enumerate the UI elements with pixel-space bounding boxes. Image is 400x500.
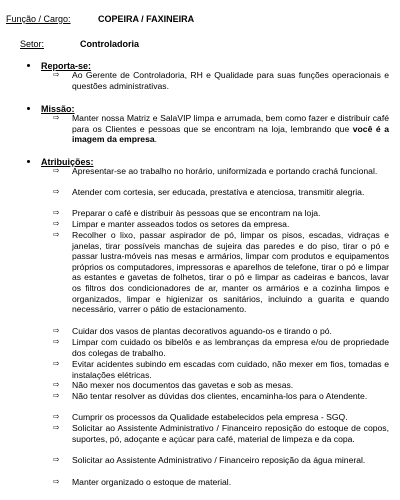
bullet-icon <box>27 160 30 163</box>
arrow-right-icon: ⇨ <box>53 219 60 228</box>
list-item: ⇨ Limpar com cuidado os bibelôs e as lembranças da empresa e/ou de propriedade dos colegas de trabalho. <box>53 337 389 358</box>
arrow-right-icon: ⇨ <box>53 230 60 239</box>
list-item: ⇨ Manter nossa Matriz e SalaVIP limpa e arrumada, bem como fazer e distribuir café para os Clientes e pessoas que se encontram na loja, lembrando que você é a imagem da empresa. <box>53 113 389 145</box>
setor-label: Setor: <box>20 39 45 49</box>
arrow-right-icon: ⇨ <box>53 391 60 400</box>
section-reporta-se-title: Reporta-se: <box>27 61 91 72</box>
list-item: ⇨ Recolher o lixo, passar aspirador de pó, limpar os pisos, escadas, vidraças e janelas, tirar possíveis manchas de sujeira das paredes e do piso, tirar o pó e passar lustra-móveis nas mesas e armários, limpar com produtos e equipamentos próprios os computadores, impressoras e aparelhos de telefone, tirar o pó e limpar as estantes e gavetas de folhetos, tirar o pó e limpar as cadeiras e bancos, lavar os filtros dos condicionadores de ar, manter os armários e a cozinha limpos e organizados, limpar e higienizar os sanitários, incluindo a guarita e quando necessário, varrer o pátio de estacionamento. <box>53 230 389 315</box>
arrow-right-icon: ⇨ <box>53 113 60 122</box>
arrow-right-icon: ⇨ <box>53 326 60 335</box>
arrow-right-icon: ⇨ <box>53 380 60 389</box>
arrow-right-icon: ⇨ <box>53 412 60 421</box>
list-item: ⇨ Não mexer nos documentos das gavetas e sob as mesas. <box>53 380 294 390</box>
list-item: ⇨ Preparar o café e distribuir às pessoas que se encontram na loja. <box>53 208 321 218</box>
bullet-icon <box>27 107 30 110</box>
list-item: ⇨ Cuidar dos vasos de plantas decorativos aguando-os e tirando o pó. <box>53 326 332 336</box>
list-item: ⇨ Solicitar ao Assistente Administrativo / Financeiro reposição da água mineral. <box>53 455 366 465</box>
arrow-right-icon: ⇨ <box>53 70 60 79</box>
list-item: ⇨ Manter organizado o estoque de material. <box>53 477 232 487</box>
arrow-right-icon: ⇨ <box>53 477 60 486</box>
arrow-right-icon: ⇨ <box>53 208 60 217</box>
list-item: ⇨ Não tentar resolver as dúvidas dos clientes, encaminha-los para o Atendente. <box>53 391 368 401</box>
list-item: ⇨ Cumprir os processos da Qualidade estabelecidos pela empresa - SGQ. <box>53 412 348 422</box>
list-item: ⇨ Ao Gerente de Controladoria, RH e Qualidade para suas funções operacionais e questões administrativas. <box>53 70 389 91</box>
list-item: ⇨ Solicitar ao Assistente Administrativo / Financeiro reposição do estoque de copos, suportes, pó, adoçante e açúcar para café, material de limpeza e da copa. <box>53 423 389 444</box>
funcao-value: COPEIRA / FAXINEIRA <box>98 14 195 24</box>
arrow-right-icon: ⇨ <box>53 166 60 175</box>
arrow-right-icon: ⇨ <box>53 455 60 464</box>
section-atribuicoes-title: Atribuições: <box>27 157 94 168</box>
arrow-right-icon: ⇨ <box>53 337 60 346</box>
bullet-icon <box>27 64 30 67</box>
arrow-right-icon: ⇨ <box>53 187 60 196</box>
list-item: ⇨ Atender com cortesia, ser educada, prestativa e atenciosa, transmitir alegria. <box>53 187 365 197</box>
section-missao-title: Missão: <box>27 104 75 115</box>
funcao-label: Função / Cargo: <box>6 14 71 24</box>
setor-value: Controladoria <box>80 39 140 49</box>
list-item: ⇨ Apresentar-se ao trabalho no horário, uniformizada e portando crachá funcional. <box>53 166 378 176</box>
arrow-right-icon: ⇨ <box>53 359 60 368</box>
list-item: ⇨ Limpar e manter asseados todos os setores da empresa. <box>53 219 290 229</box>
list-item: ⇨ Evitar acidentes subindo em escadas com cuidado, não mexer em fios, tomadas e instalações elétricas. <box>53 359 389 380</box>
arrow-right-icon: ⇨ <box>53 423 60 432</box>
